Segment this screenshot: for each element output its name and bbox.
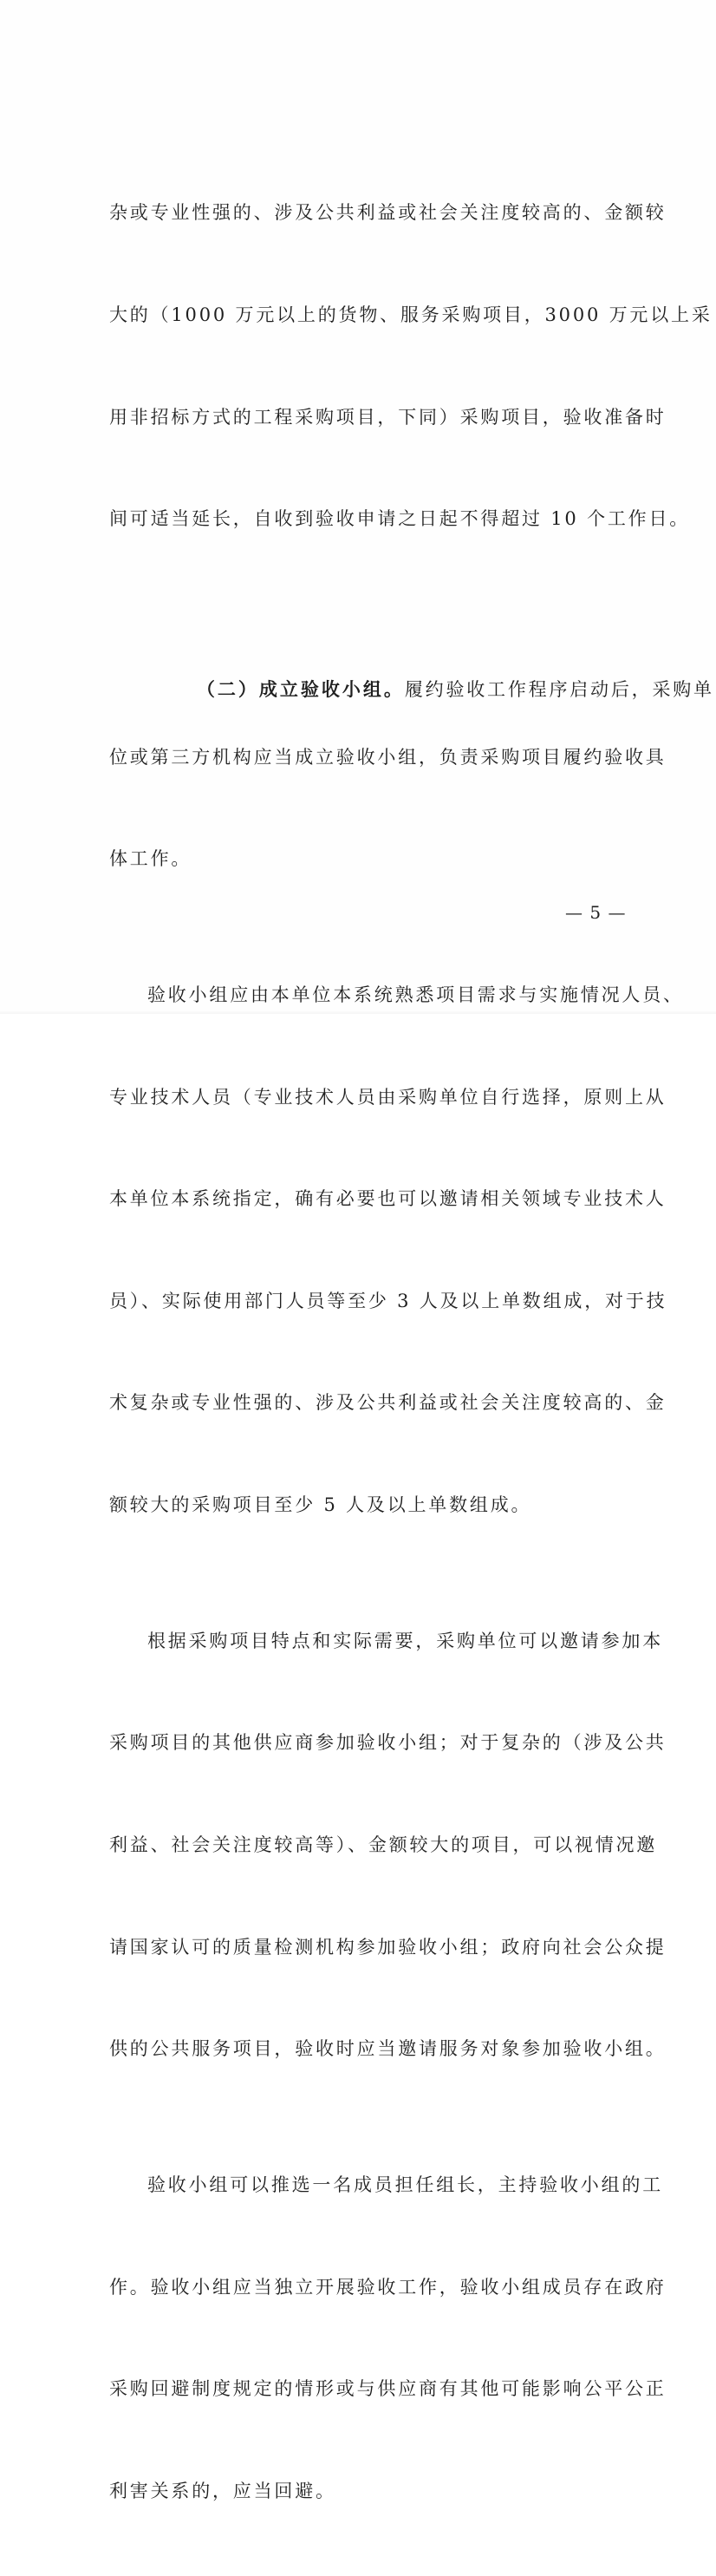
body-line-21: 采购回避制度规定的情形或与供应商有其他可能影响公平公正 [109,2378,667,2400]
document-body [109,128,714,2576]
paragraph-start-3: 验收小组可以推选一名成员担任组长，主持验收小组的工 [147,2174,663,2195]
body-line-6: 位或第三方机构应当成立验收小组，负责采购项目履约验收具 [109,746,667,768]
section-heading: （二）成立验收小组。 [196,678,405,701]
body-line-16: 利益、社会关注度较高等）、金额较大的项目，可以视情况邀 [109,1834,658,1855]
scan-edge-shadow [0,1010,716,1014]
body-line-18: 供的公共服务项目，验收时应当邀请服务对象参加验收小组。 [109,2038,667,2060]
body-line-4: 间可适当延长，自收到验收申请之日起不得超过 10 个工作日。 [109,508,691,530]
body-line-2: 大的（1000 万元以上的货物、服务采购项目，3000 万元以上采 [109,304,713,325]
body-line-15: 采购项目的其他供应商参加验收小组；对于复杂的（涉及公共 [109,1732,667,1754]
section-heading-continuation: 履约验收工作程序启动后，采购单 [404,679,714,701]
body-line-13: 额较大的采购项目至少 5 人及以上单数组成。 [109,1494,532,1515]
paragraph-start-2: 根据采购项目特点和实际需要，采购单位可以邀请参加本 [147,1630,663,1651]
body-line-12: 术复杂或专业性强的、涉及公共利益或社会关注度较高的、金 [109,1392,667,1414]
body-line-3: 用非招标方式的工程采购项目，下同）采购项目，验收准备时 [109,406,667,428]
body-line-22: 利害关系的，应当回避。 [109,2480,336,2501]
body-line-20: 作。验收小组应当独立开展验收工作，验收小组成员存在政府 [109,2276,667,2298]
body-line-9: 专业技术人员（专业技术人员由采购单位自行选择，原则上从 [109,1086,667,1108]
body-line-1: 杂或专业性强的、涉及公共利益或社会关注度较高的、金额较 [109,202,667,224]
body-line-11: 员）、实际使用部门人员等至少 3 人及以上单数组成，对于技 [109,1290,667,1311]
body-line-7: 体工作。 [109,848,192,870]
page-number: — 5 — [565,902,627,923]
body-line-17: 请国家认可的质量检测机构参加验收小组；政府向社会公众提 [109,1936,667,1958]
paragraph-start-1: 验收小组应由本单位本系统熟悉项目需求与实施情况人员、 [147,984,684,1005]
section-heading-line [109,638,714,701]
body-line-10: 本单位本系统指定，确有必要也可以邀请相关领域专业技术人 [109,1188,667,1210]
